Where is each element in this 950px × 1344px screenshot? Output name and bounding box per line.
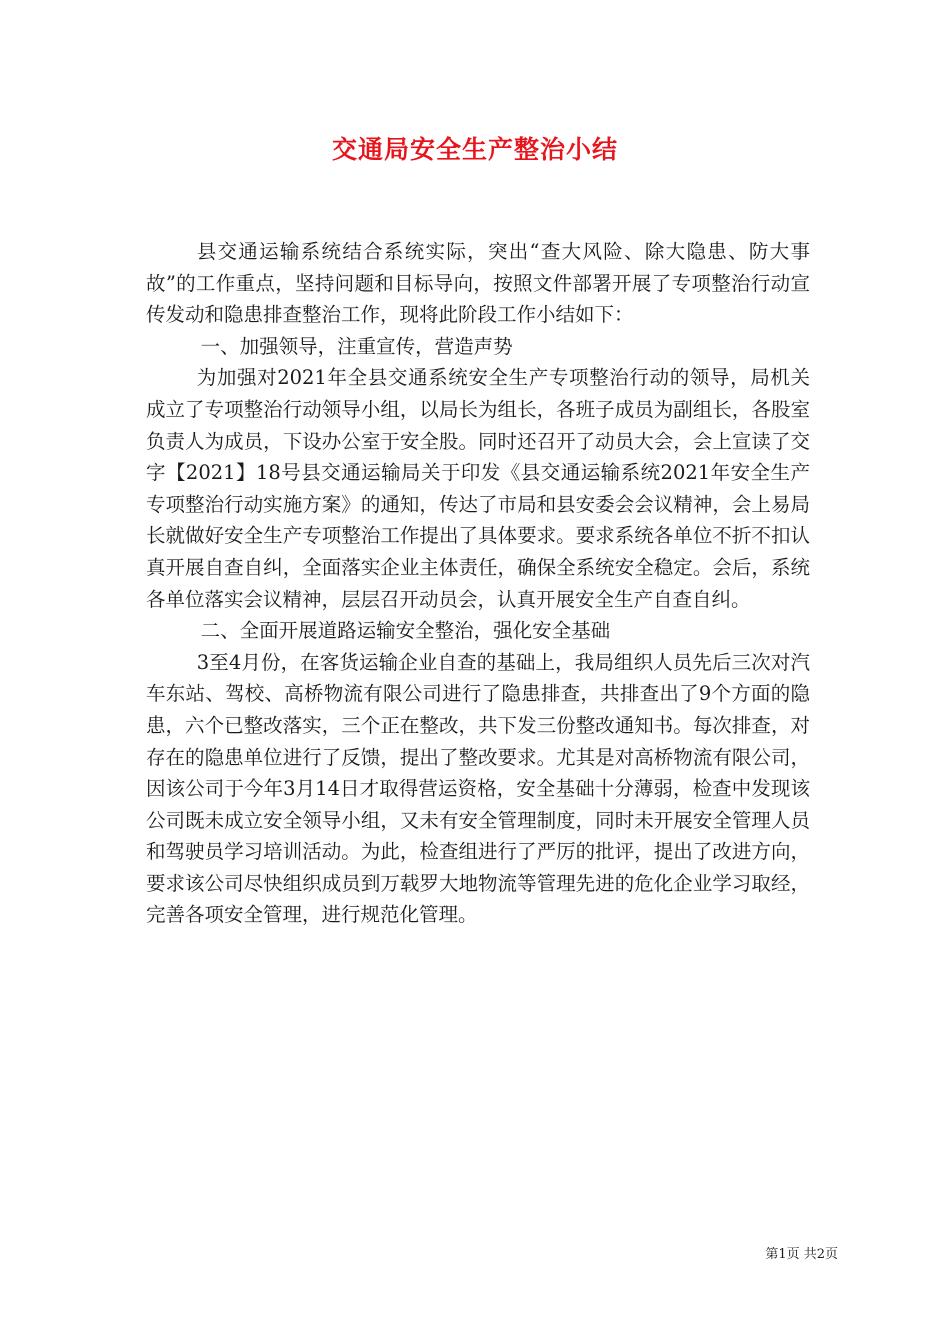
section-2-paragraph: 3至4月份，在客货运输企业自查的基础上，我局组织人员先后三次对汽车东站、驾校、高桥物流有限公司进行了隐患排查，共排查出了9个方面的隐患，六个已整改落实，三个正在整改，共下发三份整改通知书。每次排查，对存在的隐患单位进行了反馈，提出了整改要求。尤其是对高桥物流有限公司，因该公司于今年3月14日才取得营运资格，安全基础十分薄弱，检查中发现该公司既未成立安全领导小组，又未有安全管理制度，同时未开展安全管理人员和驾驶员学习培训活动。为此，检查组进行了严厉的批评，提出了改进方向，要求该公司尽快组织成员到万载罗大地物流等管理先进的危化企业学习取经，完善各项安全管理，进行规范化管理。: [146, 650, 810, 927]
document-body: [146, 236, 810, 931]
document-title: 交通局安全生产整治小结: [331, 135, 618, 164]
section-1-paragraph: 为加强对2021年全县交通系统安全生产专项整治行动的领导，局机关成立了专项整治行动领导小组，以局长为组长，各班子成员为副组长，各股室负责人为成员，下设办公室于安全股。同时还召开了动员大会，会上宣读了交字【2021】18号县交通运输局关于印发《县交通运输系统2021年安全生产专项整治行动实施方案》的通知，传达了市局和县安委会会议精神，会上易局长就做好安全生产专项整治工作提出了具体要求。要求系统各单位不折不扣认真开展自查自纠，全面落实企业主体责任，确保全系统安全稳定。会后，系统各单位落实会议精神，层层召开动员会，认真开展安全生产自查自纠。: [146, 366, 810, 611]
section-heading-1: 一、加强领导，注重宣传，营造声势: [200, 334, 513, 358]
section-heading-2: 二、全面开展道路运输安全整治，强化安全基础: [200, 619, 611, 643]
page-number: 第1页 共2页: [765, 1247, 838, 1262]
intro-paragraph: 县交通运输系统结合系统实际，突出“查大风险、除大隐患、防大事故”的工作重点，坚持问题和目标导向，按照文件部署开展了专项整治行动宣传发动和隐患排查整治工作，现将此阶段工作小结如下：: [146, 240, 810, 327]
